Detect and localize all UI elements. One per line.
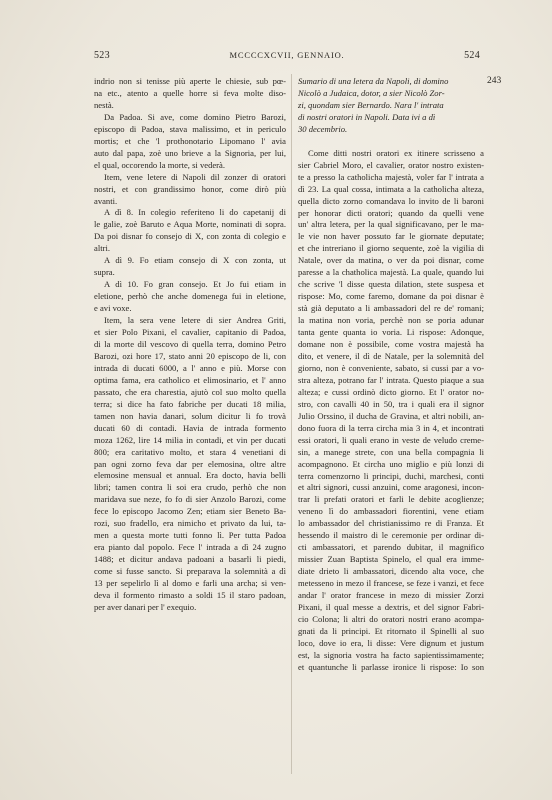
right-column-line: cti ambassatori, et parendo dubitar, il magnifico (298, 542, 484, 553)
page-number-left: 523 (94, 50, 110, 61)
right-column-line: lo ambassador del christianissimo re di Franza. Et (298, 518, 484, 529)
right-column-line: alteza; e cussi ordinò dicto giorno. Et l' orator no- (298, 386, 484, 397)
summary-line: di nostri oratori in Napoli. Data ivi a dì (298, 111, 436, 122)
left-column-line: 13 per sepelirlo lì al domo e farli una archa; si ven- (94, 578, 286, 589)
right-column-line: Natale, over da matina, o ver da poi disnar, come (298, 255, 484, 266)
left-column-line: passato, che era charestia, ajutò col suo molto quella (94, 386, 286, 397)
right-column-line: che scrive 'l disse questa dilation, stete suspesa et (298, 279, 484, 290)
right-column-line: terra comenzorno li principi, duchi, marchesi, conti (298, 470, 484, 481)
right-column-line: rispose: Mo, come faremo, domane da poi disnar è (298, 291, 484, 302)
right-column-line: dono fuora di la terra circha mia 3 in 4, et incontrati (298, 422, 484, 433)
right-column-line: stro, con cavalli 40 in 50, tra i quali era il signor (298, 398, 484, 409)
column-divider (291, 74, 292, 774)
left-column-line: auto dal papa, zoè uno brieve a la Signoria, per lui, (94, 147, 286, 158)
running-title: MCCCCXCVII, GENNAIO. (229, 50, 345, 60)
right-column-line: et che intreriano il giorno sequente, zoè la vigilia di (298, 243, 484, 254)
summary-line: zi, quondam sier Bernardo. Nara l' intrata (298, 99, 444, 110)
left-column-line: le galie, zoè Baruto e Aqua Morte, nominati di sopra. (94, 219, 286, 230)
left-column-line: moza 1262, lire 14 milia in contadi, et vin per ducati (94, 434, 286, 445)
left-column-line: elemosine mensual et annual. Era docto, havia belli (94, 470, 286, 481)
right-column-line: andar l' orator francese in mezo di missier Zorzi (298, 590, 484, 601)
right-column-line: dito, et venere, il dì de Natale, per la solemnità del (298, 350, 484, 361)
right-column-line: per honorar dicti oratori; quando da quelli vene (298, 207, 484, 218)
summary-line: Nicolò a Judaica, dotor, a sier Nicolò Zor- (298, 87, 445, 98)
left-column-line: A dì 8. In colegio referiteno li do capetanij di (104, 207, 286, 218)
right-column-line: et quantunche li parlasse ironice li rispose: Io son (298, 661, 484, 672)
left-column-line: et sier Polo Pixani, el cavalier, capitanio di Padoa, (94, 327, 286, 338)
left-column-line: nestà. (94, 99, 114, 110)
left-column (94, 76, 286, 614)
left-column-line: Da poi disnar fo consejo di X, con zonta di colegio e (94, 231, 286, 242)
right-column-line: essi oratori, li quali erano in veste de veludo creme- (298, 434, 484, 445)
left-column-line: optima fama, era catholico et elimosinario, et l' anno (94, 374, 286, 385)
left-column-line: rozi, suo fradello, era nimicho et privato da lui, ta- (94, 518, 286, 529)
page-number-right: 524 (464, 50, 480, 61)
left-column-line: eletione, perhò che anche domenega fui in eletione, (94, 291, 286, 302)
left-column-line: come si fusse sancto. Si preparava la solemnità a dì (94, 566, 286, 577)
letter-summary (298, 76, 484, 136)
summary-spacer (298, 136, 484, 148)
right-column-line: quella dicto zorno comandava lo invito de li baroni (298, 195, 484, 206)
left-column-line: Item, la sera vene letere di sier Andrea Griti, (104, 315, 286, 326)
summary-line: 30 decembrio. (298, 123, 348, 134)
right-column-line: cio Colona; li altri do oratori nostri erano acompa- (298, 613, 484, 624)
margin-number: 243 (487, 76, 502, 86)
left-column-line: fece lo episcopo Jacomo Zen; etiam sier Beneto Ba- (94, 506, 286, 517)
left-column-line: per aver danari per l' exequio. (94, 601, 197, 612)
left-column-line: pan ogni zorno feva dar per elemosina, oltre altre (94, 458, 286, 469)
left-column-line: mortis; et che 'l prothonotario Lipomano l' avia (94, 135, 286, 146)
left-column-line: Item, vene letere di Napoli dil zonzer di oratori (104, 171, 286, 182)
left-column-line: tamen non havia danari, solum dicitur li fo trovà (94, 410, 286, 421)
left-column-line: A dì 9. Fo etiam consejo di X con zonta, ut (104, 255, 286, 266)
right-column-line: le vie non haver possuto far le giornate deputate; (298, 231, 484, 242)
left-column-line: A dì 10. Fo gran consejo. Et Jo fui etiam in (104, 279, 286, 290)
left-column-line: altri. (94, 243, 110, 254)
right-column-body (298, 148, 484, 674)
right-column-line: gnati da li principi. Et ritornato il Spinelli al suo (298, 625, 484, 636)
right-column-line: paresse a la chatholica majestà. La quale, quando lui (298, 267, 484, 278)
left-column-line: Da Padoa. Si ave, come domino Pietro Barozi, (104, 111, 286, 122)
right-column-line: hessendo il maistro di le ceremonie per ordinar di- (298, 530, 484, 541)
summary-line: Sumario di una letera da Napoli, di domino (298, 76, 449, 86)
left-column-line: maridava sue neze, fo fo di sier Anzolo Barozi, come (94, 494, 286, 505)
left-column-line: 800; era caritativo molto, et stara 4 venetiani di (94, 446, 286, 457)
left-column-line: nostri, et con grandissimo honor, come dirò più (94, 183, 286, 194)
left-column-line: episcopo di Padoa, stava malissimo, et in periculo (94, 123, 286, 134)
left-column-line: indrio non si tenisse più aperte le chiesie, sub pœ- (94, 76, 286, 86)
left-column-line: libri; tamen contra li soi era crudo, perhò che non (94, 482, 286, 493)
right-column-line: tanta gente quanta io voria. Li rispose: Adonque, (298, 327, 484, 338)
right-column-line: acompagnono. Et circha uno miglio e più lonzi di (298, 458, 484, 469)
right-column-line: sier Cabriel Moro, el cavalier, orator nostro existen- (298, 159, 484, 170)
right-column-line: metesseno in mezo il francese, se feze i vanzi, et fece (298, 578, 484, 589)
left-column-line: intrada di ducati 6000, a l' anno e più. Morse con (94, 362, 286, 373)
right-column-line: missier Zuan Baptista Spinelo, el qual era imme- (298, 554, 484, 565)
left-column-line: Barozi, ozi hore 17, stato anni 20 episcopo de li, con (94, 350, 286, 361)
left-column-line: supra. (94, 267, 115, 278)
left-column-line: era pianto dal popolo. Fece l' intrada a dì 24 zugno (94, 542, 286, 553)
right-column-line: dì 23. La qual cossa, intimata a la catholicha alteza, (298, 183, 484, 194)
right-column-line: est, la signoria vostra ha facto sapientissimamente; (298, 649, 484, 660)
right-column-line: stra alteza, potrano far l' intrata. Questo piaque a sua (298, 374, 484, 385)
right-column-line: giorno, non è conveniente, sabato, si cussi par a vo- (298, 362, 484, 373)
left-column-line: el qual, occorendo la morte, si vederà. (94, 159, 226, 170)
right-column-line: veneno lì do ambassadori fiorentini, vene etiam (298, 506, 484, 517)
left-column-line: men a questa morte tutti fonno lì. Per tutta Padoa (94, 530, 286, 541)
right-column-line: un' altra letera, per la qual significavano, per le ma- (298, 219, 484, 230)
right-column-line: la matina non voria, perchè non se poria adunar (298, 315, 484, 326)
left-column-line: di la morte dil vescovo di quella terra, domino Petro (94, 338, 286, 349)
right-column-line: sin, a manege strete, con una bella compagnia li (298, 446, 484, 457)
right-column (298, 76, 484, 674)
left-column-line: 1488; et dicitur andava padoani a basarli li piedi, (94, 554, 286, 565)
right-column-line: domane non è possibile, come vostra majestà ha (298, 339, 484, 350)
right-column-line: Pixani, il qual messe a dextris, et del signor Fabri- (298, 601, 484, 612)
page-header (94, 50, 480, 64)
left-column-line: deva il formento rimasto a soldi 15 il staro padoan, (94, 589, 286, 600)
left-column-line: avanti. (94, 195, 118, 206)
right-column-line: et altri signori, cussi anzuini, come aragonesi, incon- (298, 482, 484, 493)
right-column-line: trar li prefati oratori et farli le debite acoglienze; (298, 494, 484, 505)
right-column-line: Julio Orssino, il ducha de Gravina, et altri nobili, an- (298, 410, 484, 421)
right-column-line: loco, dove io era, li disse: Vere dignum et justum (298, 637, 484, 648)
left-column-line: ducati 60 di contadi. Havia de intrada formento (94, 422, 286, 433)
right-column-line: te a presso la catholicha majestà, voler far l' intrata a (298, 171, 484, 182)
right-column-line: stà già deputato a li ambassadori del re de' romani; (298, 303, 484, 314)
left-column-line: terra; si dice ha fato fabriche per ducati 18 milia, (94, 398, 286, 409)
left-column-line: na etc., atento a quelle horre si feva molte diso- (94, 87, 286, 98)
left-column-line: e avi voxe. (94, 303, 132, 314)
right-column-line: Come ditti nostri oratori ex itinere scrisseno a (308, 147, 484, 158)
right-column-line: diate drieto li ambassatori, dicendo alta voce, che (298, 566, 484, 577)
